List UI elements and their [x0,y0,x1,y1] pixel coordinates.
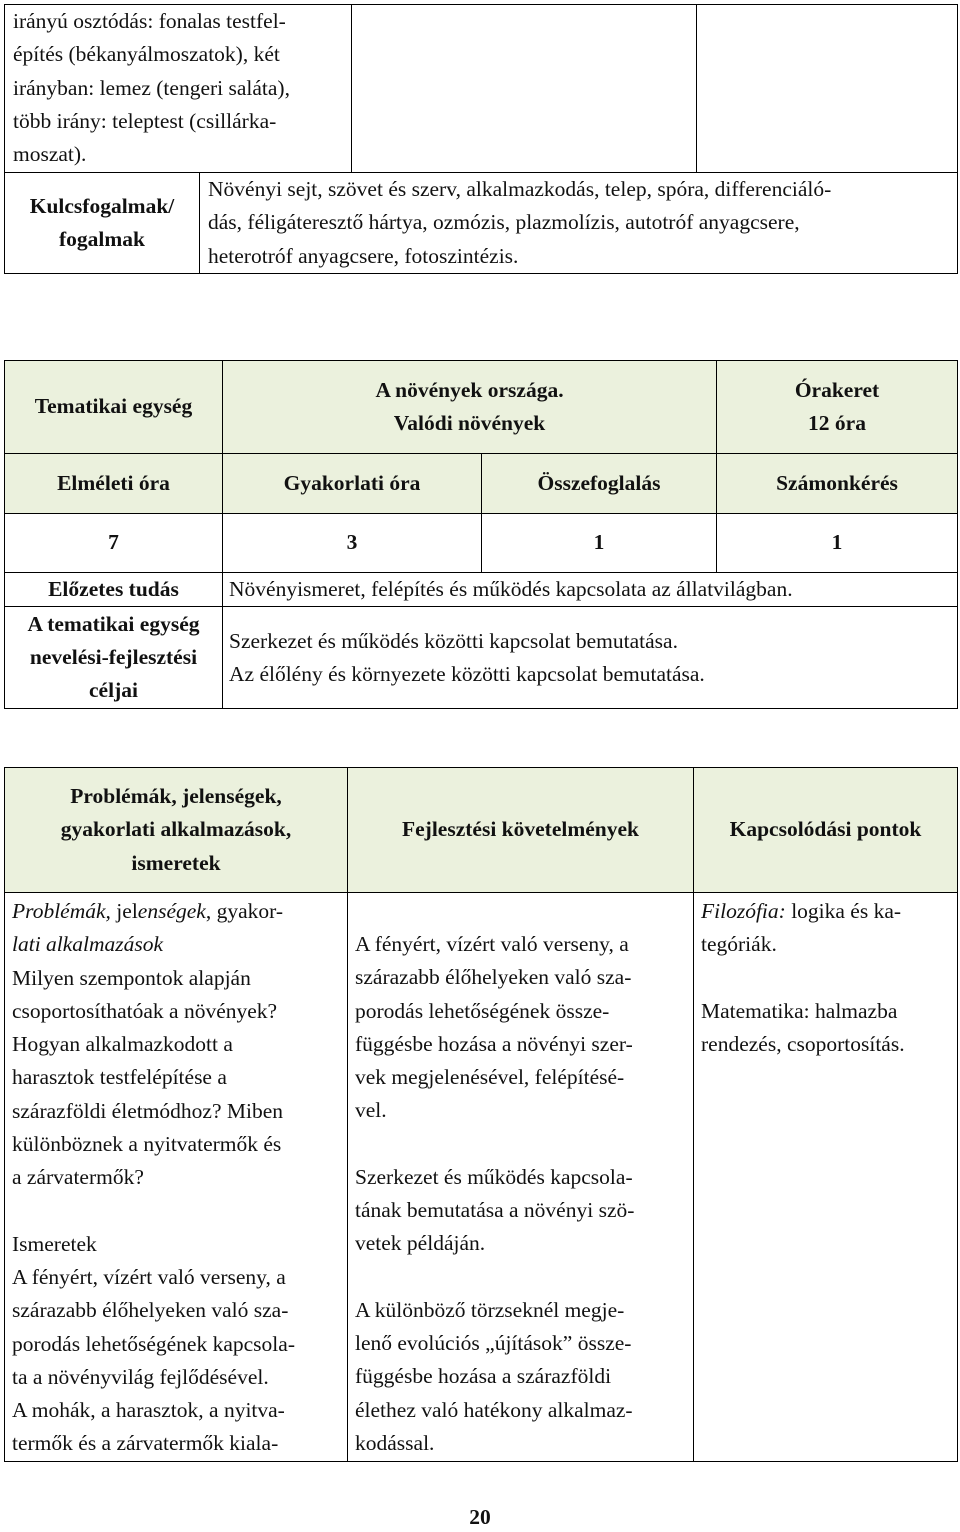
empty-cell [352,5,697,173]
text-line: irányban: lemez (tengeri saláta), [13,75,290,100]
hours-label: Órakeret [794,377,880,402]
label-line: A tematikai egység [27,611,200,636]
text-line: kodással. [355,1430,435,1455]
prior-knowledge-text-cell [223,573,958,607]
unit-title-cell [223,361,717,454]
text-line: ta a növényvilág fejlődésével. [12,1364,269,1389]
text-line: vetek példáján. [355,1231,486,1256]
col-header-assessment [717,454,958,514]
text-line: rendezés, csoportosítás. [701,1031,905,1056]
problems-cell [5,893,348,1462]
col-header-practice [223,454,482,514]
header-text: Fejlesztési követelmények [401,817,639,842]
page-number: 20 [469,1505,491,1529]
text-line: porodás lehetőségének kapcsola- [12,1331,295,1356]
label-line: fogalmak [59,226,145,251]
spacer [12,1195,347,1228]
label-line: nevelési-fejlesztési [29,645,198,670]
spacer [701,962,957,995]
text-line: dás, féligáteresztő hártya, ozmózis, plazmolízis, autotróf anyagcsere, [208,210,800,235]
label-line: Kulcsfogalmak/ [29,193,175,218]
text-line: szárazföldi életmódhoz? Miben [12,1098,284,1123]
text-line: építés (békanyálmoszatok), két [13,42,280,67]
philosophy-text: logika és ka- [785,899,902,923]
header-text: Számonkérés [776,470,898,495]
text-line: A mohák, a harasztok, a nyitva- [12,1398,285,1423]
unit-table [4,360,958,709]
text-line: élethez való hatékony alkalmaz- [355,1397,633,1422]
text-line: tának bemutatása a növényi szö- [355,1198,635,1223]
value-text: 3 [346,530,358,555]
heading-part: Problémák, [12,899,111,923]
heading-part: jel [110,899,138,923]
unit-title-line-2: Valódi növények [393,411,546,435]
text-line: vek megjelenésével, felépítésé- [355,1065,625,1090]
knowledge-heading: Ismeretek [12,1231,97,1256]
text-line: vel. [355,1098,387,1123]
text-line: heterotróf anyagcsere, fotoszintézis. [208,243,519,268]
text-line: A fényért, vízért való verseny, a [12,1264,286,1289]
col-header-summary [482,454,717,514]
unit-title-line-1: A növények országa. [375,377,564,402]
prior-knowledge-label-cell [5,573,223,607]
heading-part: , gyakor- [205,899,284,923]
text-line: moszat). [13,142,87,167]
key-concepts-text [208,173,957,273]
prior-knowledge-label: Előzetes tudás [48,577,179,601]
text-line: A fényért, vízért való verseny, a [355,932,629,956]
thematic-unit-label-cell [5,361,223,454]
development-cell [348,893,694,1462]
label-line: céljai [89,678,138,703]
header-text: Kapcsolódási pontok [729,817,922,842]
text-line: irányú osztódás: fonalas testfel- [13,9,286,33]
header-text: Gyakorlati óra [283,470,421,495]
spacer [355,1261,693,1294]
text-line: porodás lehetőségének össze- [355,998,610,1023]
value-text: 1 [831,530,843,555]
key-concepts-label [5,190,199,257]
text-line: tegóriák. [701,932,777,957]
text-line: több irány: teleptest (csillárka- [13,108,277,133]
text-line: Hogyan alkalmazkodott a [12,1032,233,1057]
empty-cell [697,5,958,173]
thematic-unit-label: Tematikai egység [34,394,193,419]
text-line: szárazabb élőhelyeken való sza- [355,965,632,990]
text-line: függésbe hozása a növényi szer- [355,1031,633,1056]
goals-text-cell [223,607,958,709]
key-concepts-label-cell [5,173,200,274]
philosophy-line [701,895,957,928]
header-problems [5,768,348,893]
header-text: Összefoglalás [537,470,661,495]
text-line: lenő evolúciós „újítások” össze- [355,1330,632,1355]
spacer [355,1128,693,1161]
header-connections [694,768,958,893]
text-line: csoportosíthatóak a növények? [12,998,278,1023]
hours-cell [717,361,958,454]
text-line: Matematika: halmazba [701,998,898,1023]
top-table [4,4,958,274]
col-header-theory [5,454,223,514]
text-line: a zárvatermők? [12,1165,144,1190]
header-development [348,768,694,893]
text-line: Milyen szempontok alapján [12,965,251,990]
text-line: Növényi sejt, szövet és szerv, alkalmazkodás, telep, spóra, differenciáló- [208,177,832,201]
value-text: 1 [593,530,605,555]
heading-part: enségek [137,899,206,923]
text-line: A különböző törzseknél megje- [355,1297,625,1322]
text-line: harasztok testfelépítése a [12,1065,227,1090]
header-line: ismeretek [131,850,221,875]
continuation-text [13,5,351,171]
text-line: különböznek a nyitvatermők és [12,1132,282,1157]
content-table [4,767,958,1462]
goals-label-cell [5,607,223,709]
text-line: Az élőlény és környezete közötti kapcsolat bemutatása. [229,661,705,686]
header-line: gyakorlati alkalmazások, [60,817,292,842]
text-line: termők és a zárvatermők kiala- [12,1431,279,1456]
value-summary [482,514,717,573]
value-text: 7 [108,530,119,555]
text-line: Szerkezet és működés kapcsola- [355,1164,633,1189]
connections-cell [694,893,958,1462]
prior-knowledge-text: Növényismeret, felépítés és működés kapcsolata az állatvilágban. [229,577,793,601]
value-assessment [717,514,958,573]
value-theory [5,514,223,573]
key-concepts-text-cell [200,173,958,274]
problems-heading [12,895,347,928]
text-line: függésbe hozása a szárazföldi [355,1364,612,1389]
text-line: Szerkezet és működés közötti kapcsolat bemutatása. [229,628,678,653]
header-text: Elméleti óra [57,470,170,495]
text-line: szárazabb élőhelyeken való sza- [12,1298,289,1323]
problems-heading-line-2: lati alkalmazások [12,932,164,957]
philosophy-label: Filozófia: [701,899,786,923]
hours-value: 12 óra [808,411,866,435]
header-line: Problémák, jelenségek, [70,784,282,809]
continuation-cell [5,5,352,173]
value-practice [223,514,482,573]
